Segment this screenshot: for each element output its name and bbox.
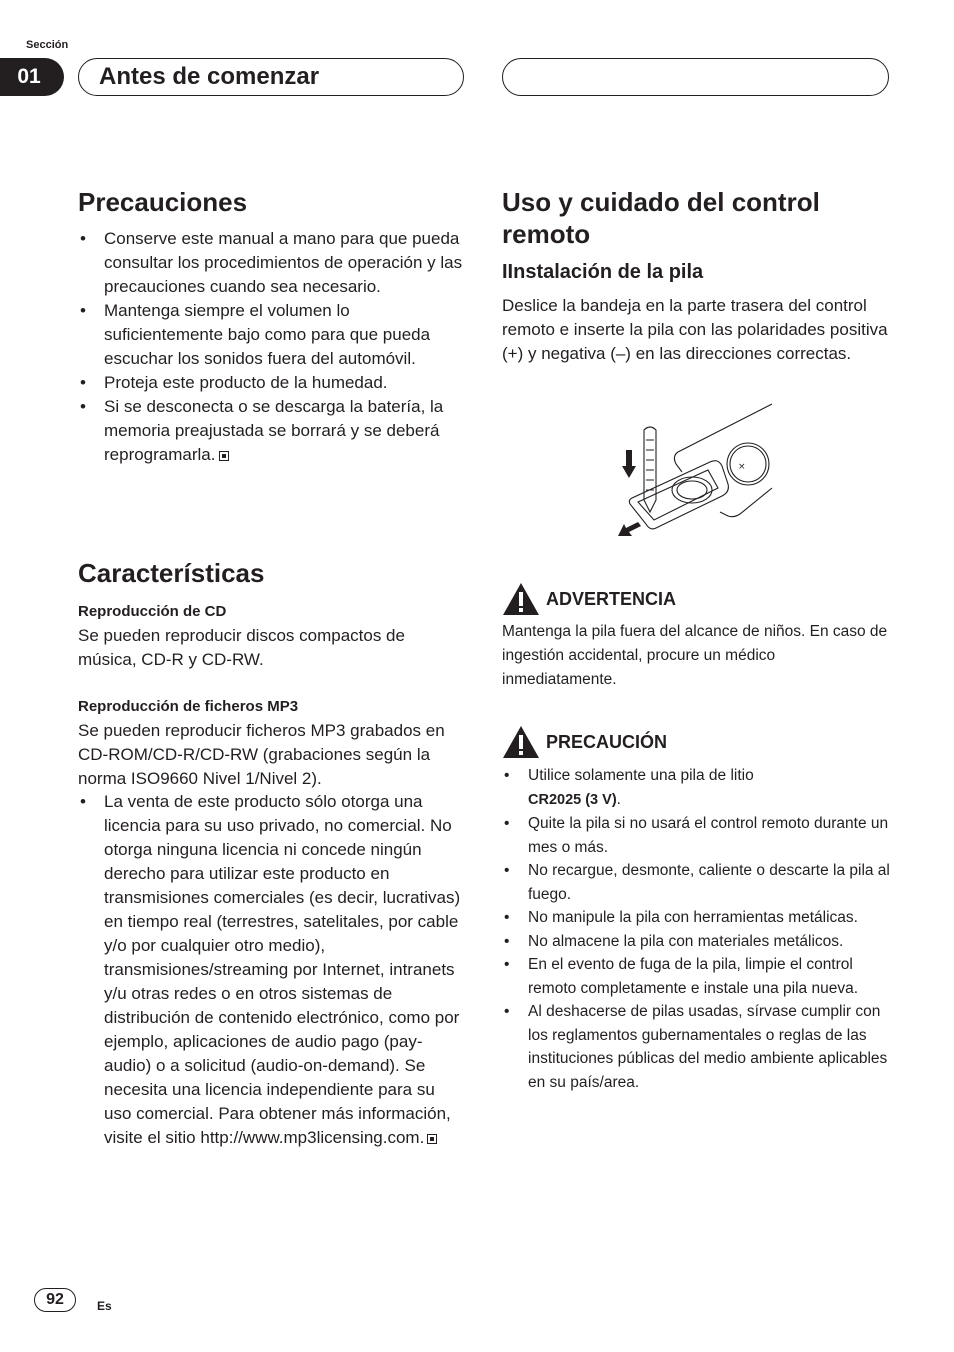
precaucion-list (502, 764, 892, 1094)
list-item-text: La venta de este producto sólo otorga una licencia para su uso privado, no comercial. No otorga ninguna licencia ni concede ningún derecho para utilizar este producto en transmisiones comerciales (es decir, lucrativas) en tiempo real (terrestres, satelitales, por cable y/o por cualquier otro medio), transmisiones/streaming por Internet, intranets y/u otras redes o en otros sistemas de distribución de contenido electrónico, como por ejemplo, aplicaciones de audio pago (pay-audio) o a solicitud (audio-on-demand). Se necesita una licencia independiente para su uso comercial. Para obtener más información, visite el sitio http://www.mp3licensing.com. (104, 792, 461, 1147)
list-item-text: Utilice solamente una pila de litio (528, 767, 754, 784)
list-item: • Quite la pila si no usará el control remoto durante un mes o más. (502, 812, 892, 859)
section-label: Sección (26, 39, 69, 51)
end-mark-icon (219, 451, 229, 461)
warning-triangle-icon (502, 582, 540, 616)
list-item (78, 790, 464, 1150)
precauciones-list (78, 227, 464, 467)
down-arrow-icon (622, 450, 636, 478)
language-code: Es (97, 1299, 112, 1313)
list-item (502, 764, 892, 812)
end-mark-icon (427, 1134, 437, 1144)
precauciones-title: Precauciones (78, 187, 248, 217)
cd-text: Se pueden reproducir discos compactos de música, CD-R y CD-RW. (78, 626, 405, 669)
battery-model: CR2025 (3 V) (528, 791, 617, 808)
install-text: Deslice la bandeja en la parte trasera del control remoto e inserte la pila con las polaridades positiva (+) y negativa (–) en las direcciones correctas. (502, 296, 888, 363)
remote-title: Uso y cuidado del control remoto (502, 187, 820, 249)
list-item-text: Si se desconecta o se descarga la batería, la memoria preajustada se borrará y se deberá reprogramarla. (104, 397, 444, 464)
list-item-end: . (616, 790, 621, 808)
list-item: • No manipule la pila con herramientas metálicas. (502, 906, 892, 930)
advertencia-title: ADVERTENCIA (546, 588, 677, 609)
advertencia-text: Mantenga la pila fuera del alcance de niños. En caso de ingestión accidental, procure un médico inmediatamente. (502, 623, 888, 688)
section-title: Antes de comenzar (99, 63, 320, 90)
list-item: • Proteja este producto de la humedad. (78, 371, 464, 395)
mp3-text: Se pueden reproducir ficheros MP3 grabados en CD-ROM/CD-R/CD-RW (grabaciones según la norma ISO9660 Nivel 1/Nivel 2). (78, 721, 445, 788)
advertencia-header (502, 582, 676, 616)
list-item: • No almacene la pila con materiales metálicos. (502, 930, 892, 954)
caracteristicas-title: Características (78, 558, 265, 588)
out-arrow-icon (618, 522, 641, 536)
list-item: • No recargue, desmonte, caliente o descarte la pila al fuego. (502, 859, 892, 906)
list-item: • Conserve este manual a mano para que pueda consultar los procedimientos de operación y las precauciones cuando sea necesario. (78, 227, 464, 299)
empty-header-pill (502, 58, 889, 96)
section-title-pill (78, 58, 464, 96)
precaucion-title: PRECAUCIÓN (546, 731, 668, 752)
warning-triangle-icon (502, 725, 540, 759)
battery-installation-illustration (610, 400, 780, 540)
cd-heading: Reproducción de CD (78, 603, 227, 620)
list-item: • Mantenga siempre el volumen lo suficientemente bajo como para que pueda escuchar los sonidos fuera del automóvil. (78, 299, 464, 371)
mp3-heading: Reproducción de ficheros MP3 (78, 698, 299, 715)
install-heading: IInstalación de la pila (502, 261, 704, 283)
list-item (78, 395, 464, 467)
precaucion-header (502, 725, 667, 759)
list-item: • En el evento de fuga de la pila, limpie el control remoto completamente e instale una pila nueva. (502, 953, 892, 1000)
page-number: 92 (34, 1288, 76, 1312)
list-item: • Al deshacerse de pilas usadas, sírvase cumplir con los reglamentos gubernamentales o reglas de las instituciones públicas del medio ambiente aplicables en su país/area. (502, 1000, 892, 1094)
section-number-badge: 01 (0, 58, 64, 96)
svg-text:×: × (738, 462, 746, 472)
mp3-list (78, 790, 464, 1150)
